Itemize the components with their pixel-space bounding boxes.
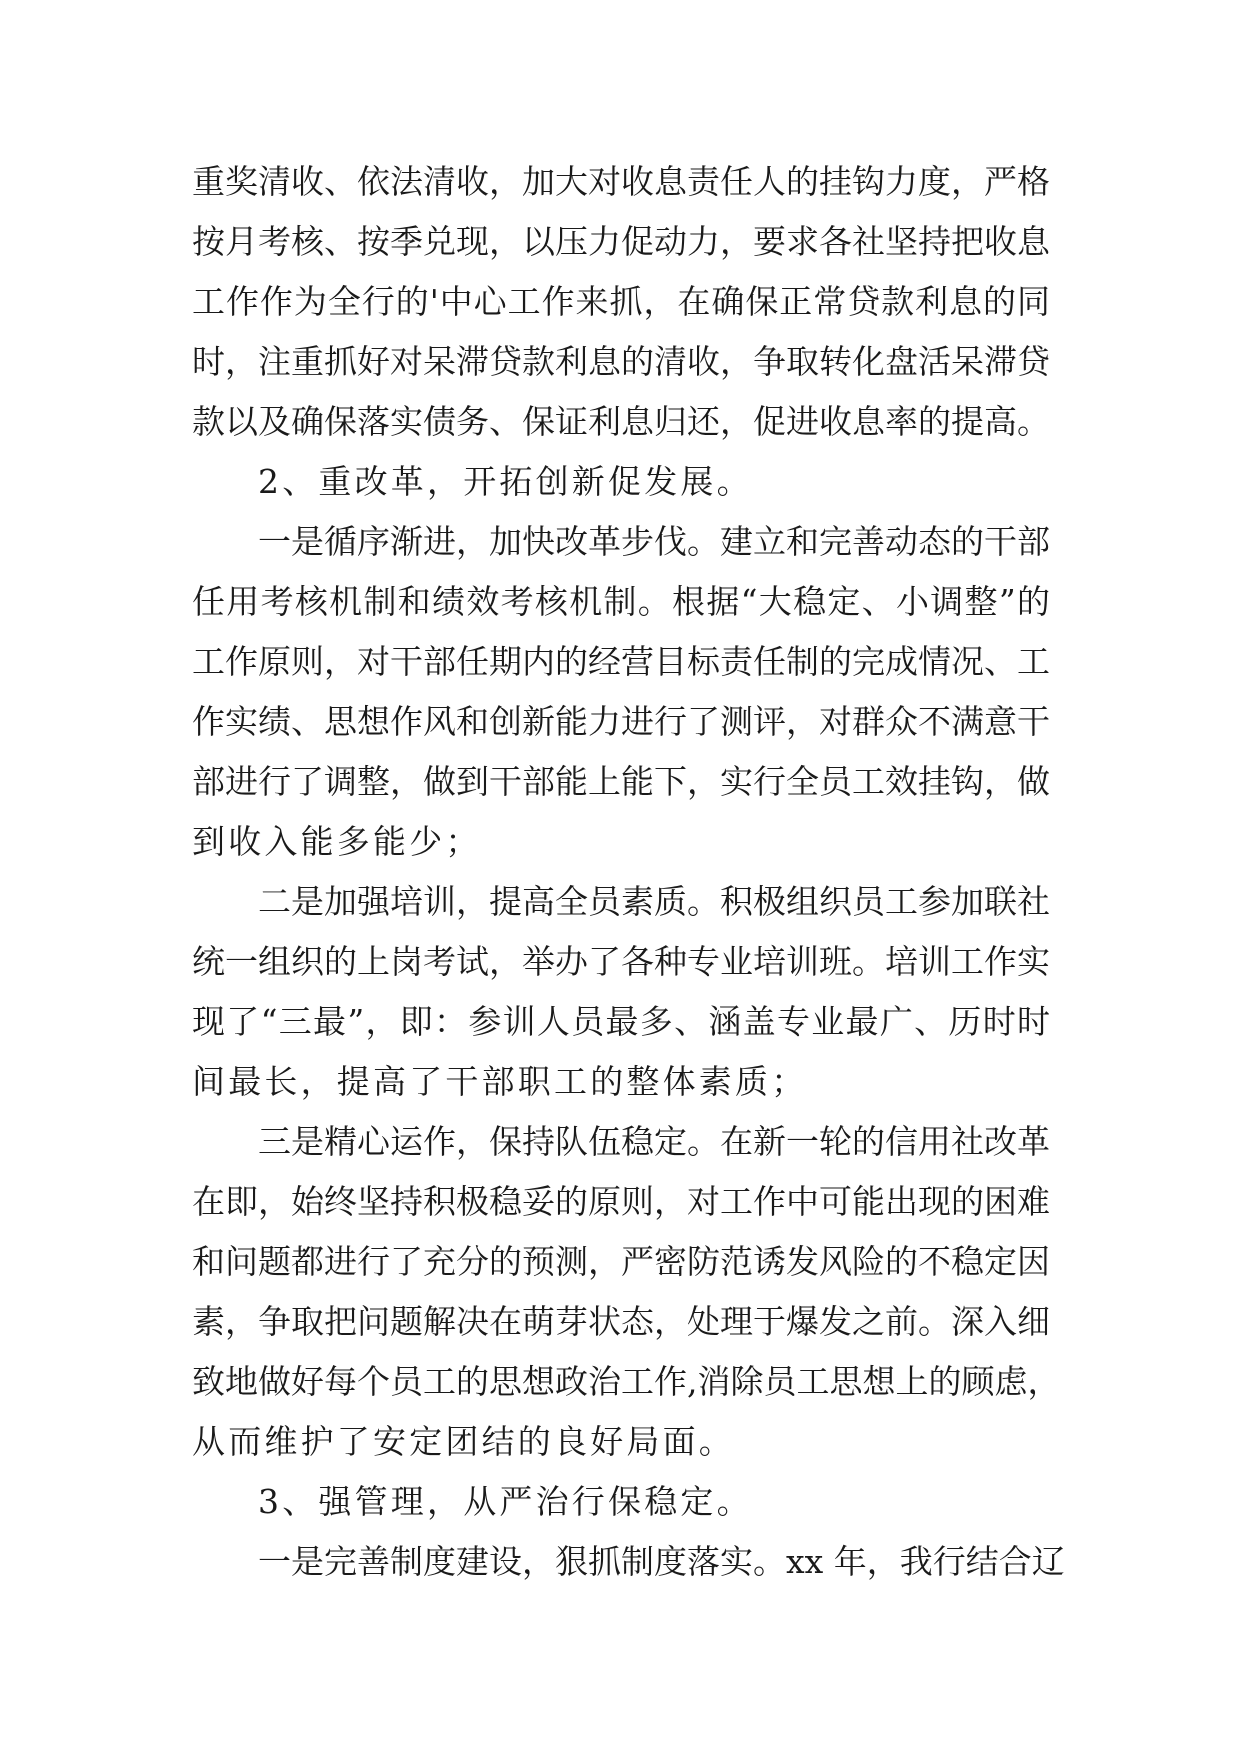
text-line: 二是加强培训，提高全员素质。积极组织员工参加联社 <box>258 882 1050 921</box>
text-line: 现了“三最”，即：参训人员最多、涵盖专业最广、历时时 <box>192 1002 1050 1041</box>
text-line: 按月考核、按季兑现，以压力促动力，要求各社坚持把收息 <box>192 222 1050 261</box>
text-line: 工作原则，对干部任期内的经营目标责任制的完成情况、工 <box>192 642 1050 681</box>
section-heading: 2、重改革，开拓创新促发展。 <box>258 462 753 501</box>
body-text <box>192 152 1065 1592</box>
text-line: 部进行了调整，做到干部能上能下，实行全员工效挂钩，做 <box>192 762 1050 801</box>
text-line: 一是完善制度建设，狠抓制度落实。xx 年，我行结合辽 <box>258 1542 1065 1581</box>
text-line: 一是循序渐进，加快改革步伐。建立和完善动态的干部 <box>258 522 1050 561</box>
text-line: 和问题都进行了充分的预测，严密防范诱发风险的不稳定因 <box>192 1242 1050 1281</box>
text-line: 三是精心运作，保持队伍稳定。在新一轮的信用社改革 <box>258 1122 1050 1161</box>
text-line: 款以及确保落实债务、保证利息归还，促进收息率的提高。 <box>192 402 1050 441</box>
text-line: 统一组织的上岗考试，举办了各种专业培训班。培训工作实 <box>192 942 1050 981</box>
section-heading: 3、强管理，从严治行保稳定。 <box>258 1482 753 1521</box>
text-line: 重奖清收、依法清收，加大对收息责任人的挂钩力度，严格 <box>192 162 1050 201</box>
text-line: 作实绩、思想作风和创新能力进行了测评，对群众不满意干 <box>192 702 1050 741</box>
text-line: 到收入能多能少； <box>192 822 482 861</box>
text-line: 致地做好每个员工的思想政治工作,消除员工思想上的顾虑， <box>192 1362 1061 1401</box>
text-line: 从而维护了安定团结的良好局面。 <box>192 1422 735 1461</box>
text-line: 任用考核机制和绩效考核机制。根据“大稳定、小调整”的 <box>192 582 1050 621</box>
text-line: 时，注重抓好对呆滞贷款利息的清收，争取转化盘活呆滞贷 <box>192 342 1050 381</box>
text-line: 素，争取把问题解决在萌芽状态，处理于爆发之前。深入细 <box>192 1302 1050 1341</box>
text-line: 工作作为全行的'中心工作来抓，在确保正常贷款利息的同 <box>192 282 1050 321</box>
text-line: 间最长，提高了干部职工的整体素质； <box>192 1062 808 1101</box>
text-line: 在即，始终坚持积极稳妥的原则，对工作中可能出现的困难 <box>192 1182 1050 1221</box>
